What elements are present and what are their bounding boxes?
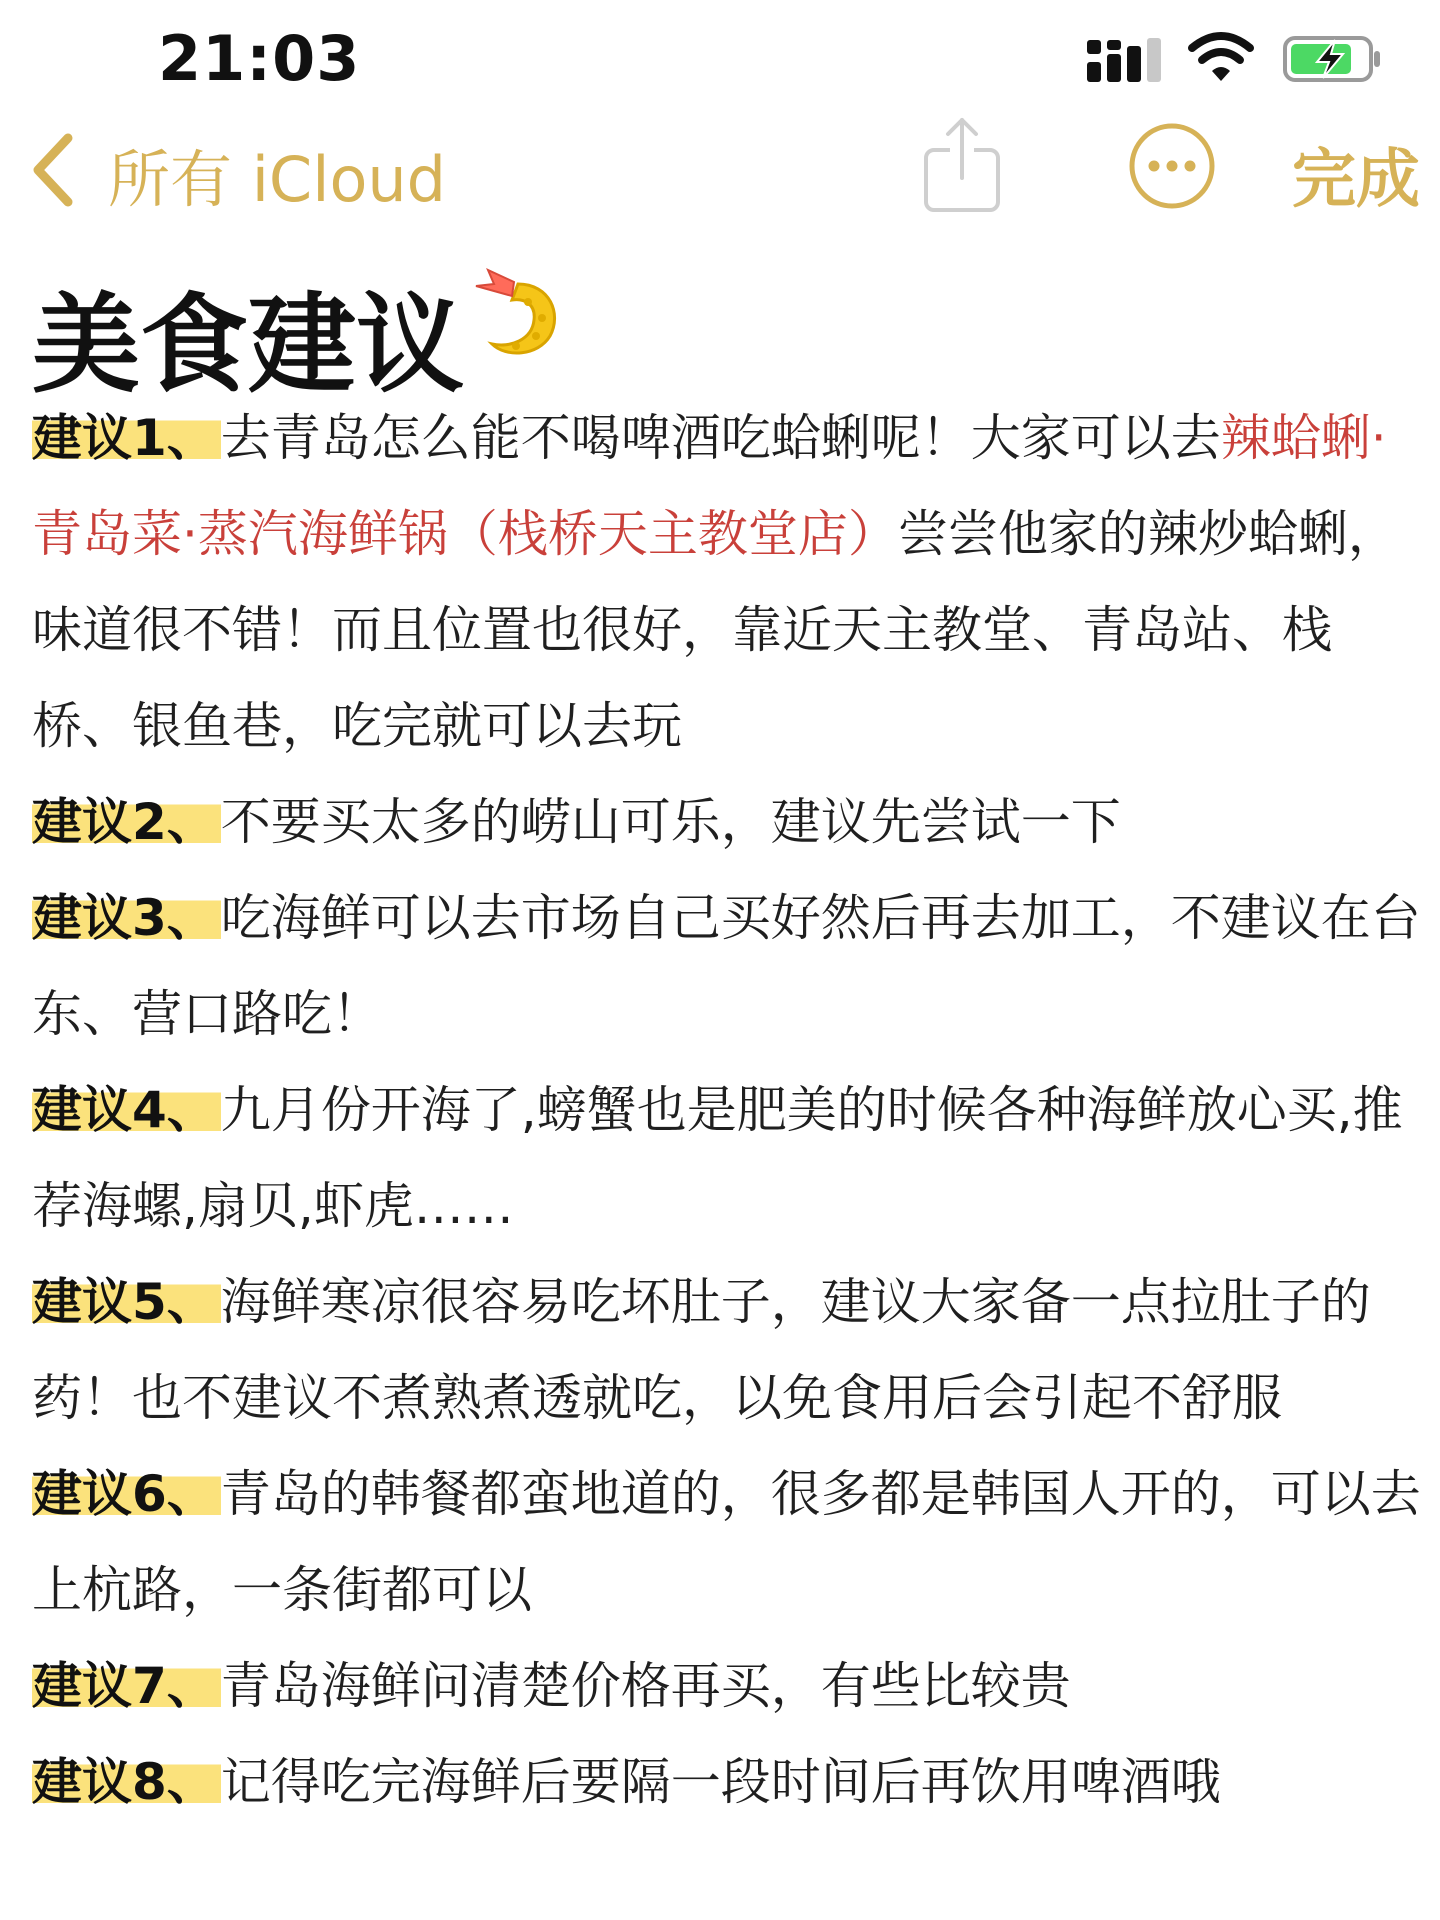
- suggestion-text: 记得吃完海鲜后要隔一段时间后再饮用啤酒哦: [220, 1753, 1221, 1811]
- suggestion-text: 青岛的韩餐都蛮地道的，很多都是韩国人开的，可以去上杭路，一条街都可以: [32, 1465, 1421, 1619]
- more-ellipsis-icon[interactable]: [1126, 120, 1218, 212]
- status-time: 21:03: [158, 22, 361, 95]
- wifi-icon: [1188, 30, 1254, 84]
- suggestion-label: 建议5、: [32, 1273, 221, 1331]
- battery-charging-icon: [1283, 34, 1383, 84]
- suggestion-label: 建议1、: [32, 409, 221, 467]
- suggestion-4: [32, 1062, 1422, 1254]
- suggestion-text: 九月份开海了,螃蟹也是肥美的时候各种海鲜放心买,推荐海螺,扇贝,虾虎……: [32, 1081, 1403, 1235]
- suggestion-label: 建议8、: [32, 1753, 221, 1811]
- suggestion-8: [32, 1734, 1422, 1830]
- suggestion-label: 建议3、: [32, 889, 221, 947]
- suggestion-text: 吃海鲜可以去市场自己买好然后再去加工，不建议在台东、营口路吃！: [32, 889, 1421, 1043]
- suggestion-6: [32, 1446, 1422, 1638]
- suggestion-label: 建议4、: [32, 1081, 221, 1139]
- status-bar: [0, 0, 1440, 110]
- done-button[interactable]: 完成: [1292, 143, 1420, 217]
- back-button[interactable]: 所有 iCloud: [108, 143, 447, 216]
- note-title: 美食建议: [32, 283, 465, 408]
- nav-bar: [0, 110, 1440, 230]
- suggestion-1: [32, 390, 1422, 774]
- suggestion-text: 不要买太多的崂山可乐，建议先尝试一下: [220, 793, 1121, 851]
- restaurant-name: 辣蛤蜊·青岛菜·蒸汽海鲜锅（栈桥天主教堂店）: [32, 409, 1387, 563]
- cellular-signal-icon: [1085, 38, 1165, 84]
- shrimp-icon: [458, 262, 564, 368]
- suggestion-text: 去青岛怎么能不喝啤酒吃蛤蜊呢！大家可以去: [220, 409, 1221, 467]
- suggestion-3: [32, 870, 1422, 1062]
- suggestion-label: 建议6、: [32, 1465, 221, 1523]
- suggestion-text: 尝尝他家的辣炒蛤蜊，味道很不错！而且位置也很好，靠近天主教堂、青岛站、栈桥、银鱼巷，吃完就可以去玩: [32, 505, 1398, 755]
- suggestion-2: [32, 774, 1422, 870]
- suggestion-text: 青岛海鲜问清楚价格再买，有些比较贵: [220, 1657, 1071, 1715]
- suggestion-7: [32, 1638, 1422, 1734]
- suggestion-label: 建议2、: [32, 793, 221, 851]
- suggestion-5: [32, 1254, 1422, 1446]
- suggestion-label: 建议7、: [32, 1657, 221, 1715]
- chevron-left-icon[interactable]: [28, 130, 78, 210]
- suggestion-text: 海鲜寒凉很容易吃坏肚子，建议大家备一点拉肚子的药！也不建议不煮熟煮透就吃，以免食用后会引起不舒服: [32, 1273, 1371, 1427]
- share-icon[interactable]: [920, 114, 1004, 214]
- note-body[interactable]: [32, 390, 1422, 1830]
